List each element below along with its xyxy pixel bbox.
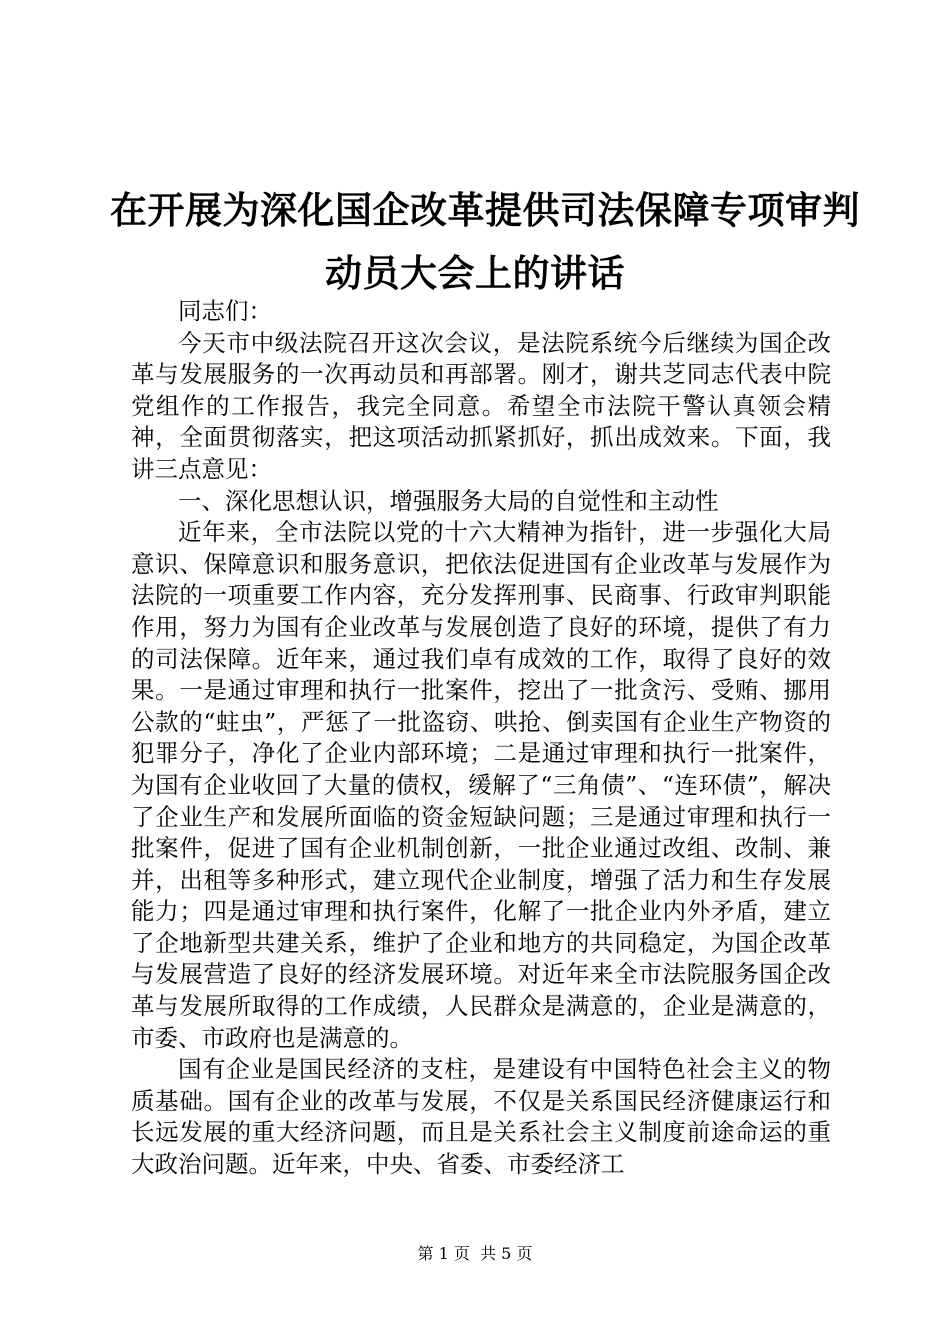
document-body xyxy=(131,296,831,1181)
document-title-line-1: 在开展为深化国企改革提供司法保障专项审判 xyxy=(110,189,860,232)
section-heading-1: 一、深化思想认识，增强服务大局的自觉性和主动性 xyxy=(178,486,719,515)
paragraph-achievements: 近年来，全市法院以党的十六大精神为指针，进一步强化大局意识、保障意识和服务意识，把依法促进国有企业改革与发展作为法院的一项重要工作内容，充分发挥刑事、民商事、行政审判职能作用，努力为国有企业改革与发展创造了良好的环境，提供了有力的司法保障。近年来，通过我们卓有成效的工作，取得了良好的效果。一是通过审理和执行一批案件，挖出了一批贪污、受贿、挪用公款的“蛀虫”，严惩了一批盗窃、哄抢、倒卖国有企业生产物资的犯罪分子，净化了企业内部环境；二是通过审理和执行一批案件，为国有企业收回了大量的债权，缓解了“三角债”、“连环债”，解决了企业生产和发展所面临的资金短缺问题；三是通过审理和执行一批案件，促进了国有企业机制创新，一批企业通过改组、改制、兼并，出租等多种形式，建立现代企业制度，增强了活力和生存发展能力；四是通过审理和执行案件，化解了一批企业内外矛盾，建立了企地新型共建关系，维护了企业和地方的共同稳定，为国企改革与发展营造了良好的经济发展环境。对近年来全市法院服务国企改革与发展所取得的工作成绩，人民群众是满意的，企业是满意的，市委、市政府也是满意的。 xyxy=(131,518,831,1052)
paragraph-intro: 今天市中级法院召开这次会议，是法院系统今后继续为国企改革与发展服务的一次再动员和再部署。刚才，谢共芝同志代表中院党组作的工作报告，我完全同意。希望全市法院干警认真领会精神，全面贯彻落实，把这项活动抓紧抓好，抓出成效来。下面，我讲三点意见： xyxy=(131,328,831,483)
salutation: 同志们： xyxy=(178,297,272,325)
page-number-label: 第 1 页 共 5 页 xyxy=(417,1244,533,1263)
document-title-line-2: 动员大会上的讲话 xyxy=(325,252,625,295)
paragraph-state-enterprises: 国有企业是国民经济的支柱，是建设有中国特色社会主义的物质基础。国有企业的改革与发展，不仅是关系国民经济健康运行和长远发展的重大经济问题，而且是关系社会主义制度前途命运的重大政治问题。近年来，中央、省委、市委经济工 xyxy=(131,1055,831,1179)
page-footer xyxy=(0,1246,950,1262)
